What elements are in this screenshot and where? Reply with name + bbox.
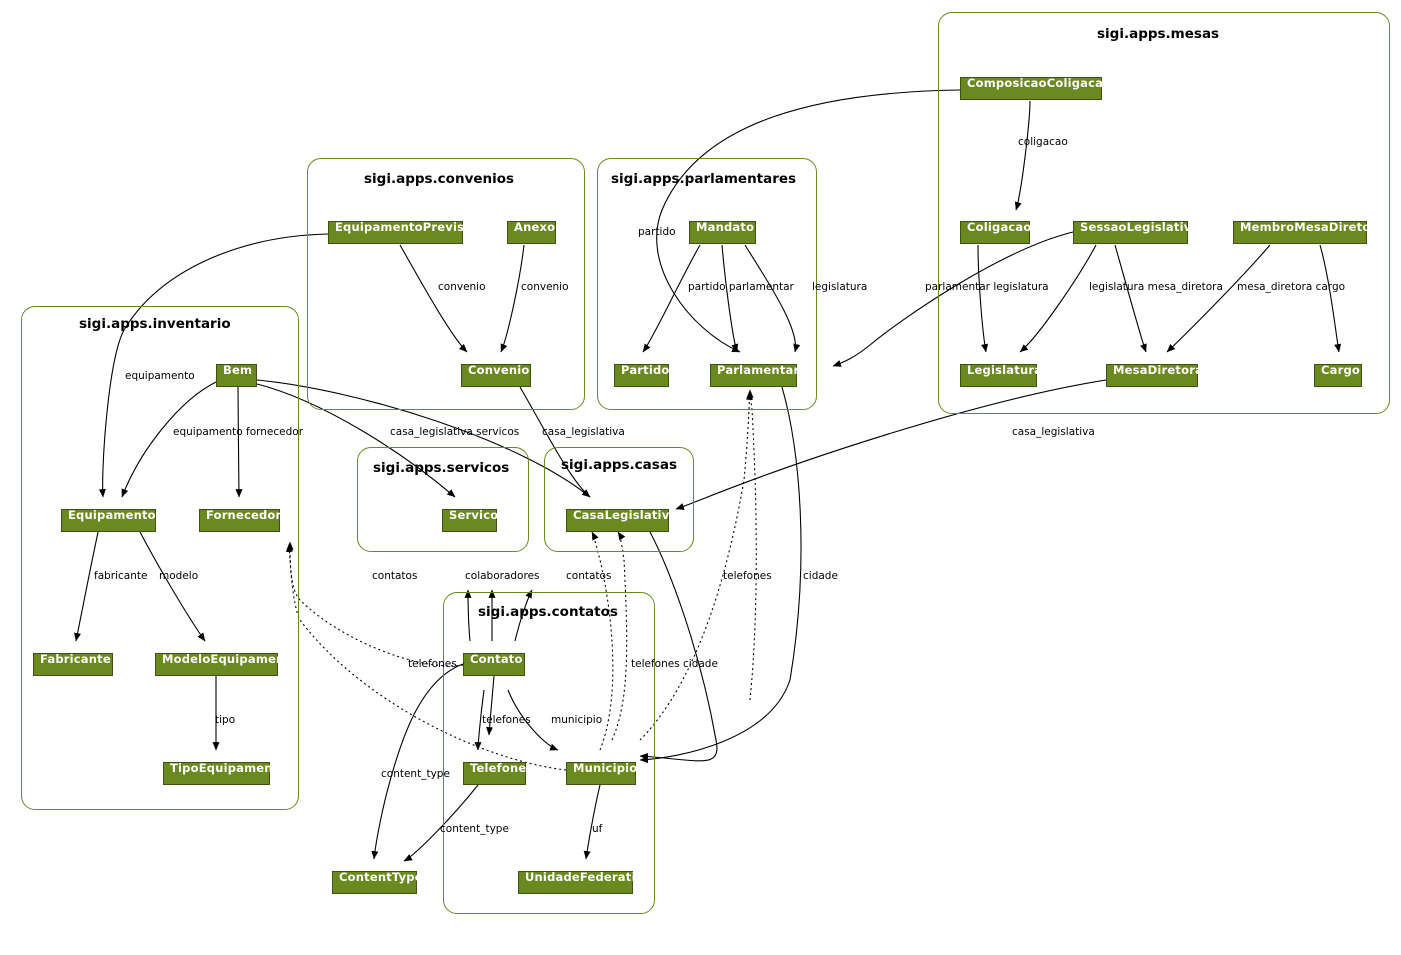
- edge-label-l-legislatura-mesa: legislatura mesa_diretora: [1089, 281, 1223, 293]
- edge-label-l-tipo: tipo: [215, 714, 236, 726]
- edge-label-l-partido-parl: partido parlamentar: [688, 281, 794, 293]
- model-node-modeloequipamento[interactable]: ModeloEquipamento: [155, 653, 278, 676]
- model-node-partido[interactable]: Partido: [614, 364, 669, 387]
- cluster-label-contatos: sigi.apps.contatos: [478, 604, 618, 620]
- cluster-label-mesas: sigi.apps.mesas: [1097, 26, 1220, 42]
- model-node-telefone[interactable]: Telefone: [463, 762, 526, 785]
- edge-label-l-equip-forn: equipamento fornecedor: [173, 426, 304, 438]
- edge-label-l-casa-servicos: casa_legislativa servicos: [390, 426, 520, 438]
- edge-label-l-uf: uf: [592, 823, 603, 835]
- edge-label-l-colaboradores: colaboradores: [465, 570, 540, 582]
- edge-label-l-telefones2: telefones: [408, 658, 457, 670]
- model-node-contenttype[interactable]: ContentType: [332, 871, 417, 894]
- model-node-composicaocoligacao[interactable]: ComposicaoColigacao: [960, 77, 1102, 100]
- cluster-mesas: [938, 12, 1390, 414]
- model-node-unidadefederativa[interactable]: UnidadeFederativa: [518, 871, 633, 894]
- edge-label-l-cidade1: cidade: [803, 570, 838, 582]
- model-node-cargo[interactable]: Cargo: [1314, 364, 1362, 387]
- edge-label-l-casa-legis3: casa_legislativa: [1012, 426, 1095, 438]
- model-node-mesadiretora[interactable]: MesaDiretora: [1106, 364, 1198, 387]
- model-node-bem[interactable]: Bem: [216, 364, 257, 387]
- edge-label-l-fabricante: fabricante: [94, 570, 148, 582]
- cluster-label-servicos: sigi.apps.servicos: [373, 460, 510, 476]
- model-node-legislatura[interactable]: Legislatura: [960, 364, 1037, 387]
- model-node-equipamento[interactable]: Equipamento: [61, 509, 156, 532]
- model-node-coligacao[interactable]: Coligacao: [960, 221, 1030, 244]
- model-node-parlamentar[interactable]: Parlamentar: [710, 364, 797, 387]
- cluster-label-parlamentares: sigi.apps.parlamentares: [611, 171, 797, 187]
- edge-label-l-legislatura2: legislatura: [812, 281, 868, 293]
- model-node-sessaolegislativa[interactable]: SessaoLegislativa: [1073, 221, 1188, 244]
- edge-label-l-content-type2: content_type: [440, 823, 509, 835]
- cluster-label-casas: sigi.apps.casas: [561, 457, 677, 473]
- model-node-convenio[interactable]: Convenio: [461, 364, 531, 387]
- edge-label-l-mesa-cargo: mesa_diretora cargo: [1237, 281, 1346, 293]
- model-node-fabricante[interactable]: Fabricante: [33, 653, 113, 676]
- edge-label-l-content-type1: content_type: [381, 768, 450, 780]
- edge-label-l-convenio2: convenio: [521, 281, 569, 293]
- edge-label-l-partido: partido: [638, 226, 676, 238]
- cluster-contatos: [443, 592, 655, 914]
- edge-label-l-contatos1: contatos: [372, 570, 418, 582]
- edge-label-l-telefones1: telefones: [723, 570, 772, 582]
- model-node-servico[interactable]: Servico: [442, 509, 497, 532]
- model-node-anexo[interactable]: Anexo: [507, 221, 556, 244]
- edge-label-l-contatos2: contatos: [566, 570, 612, 582]
- model-node-fornecedor[interactable]: Fornecedor: [199, 509, 280, 532]
- cluster-label-convenios: sigi.apps.convenios: [364, 171, 515, 187]
- edge-label-l-modelo: modelo: [159, 570, 199, 582]
- model-node-municipio[interactable]: Municipio: [566, 762, 636, 785]
- edge-label-l-casa-legis2: casa_legislativa: [542, 426, 625, 438]
- model-node-contato[interactable]: Contato: [463, 653, 525, 676]
- model-node-membromesadiretora[interactable]: MembroMesaDiretora: [1233, 221, 1367, 244]
- edge-label-l-coligacao: coligacao: [1018, 136, 1068, 148]
- model-node-tipoequipamento[interactable]: TipoEquipamento: [163, 762, 270, 785]
- model-node-casalegislativa[interactable]: CasaLegislativa: [566, 509, 669, 532]
- edge-label-l-telefones-cidade: telefones cidade: [631, 658, 718, 670]
- edge-label-l-convenio1: convenio: [438, 281, 486, 293]
- edge-label-l-equipamento: equipamento: [125, 370, 195, 382]
- model-node-equipamentoprevisto[interactable]: EquipamentoPrevisto: [328, 221, 463, 244]
- model-node-mandato[interactable]: Mandato: [689, 221, 756, 244]
- edge-label-l-telefones3: telefones: [482, 714, 531, 726]
- edge-label-l-parlamentar-leg: parlamentar legislatura: [925, 281, 1049, 293]
- edge-label-l-municipio: municipio: [551, 714, 603, 726]
- cluster-label-inventario: sigi.apps.inventario: [79, 316, 231, 332]
